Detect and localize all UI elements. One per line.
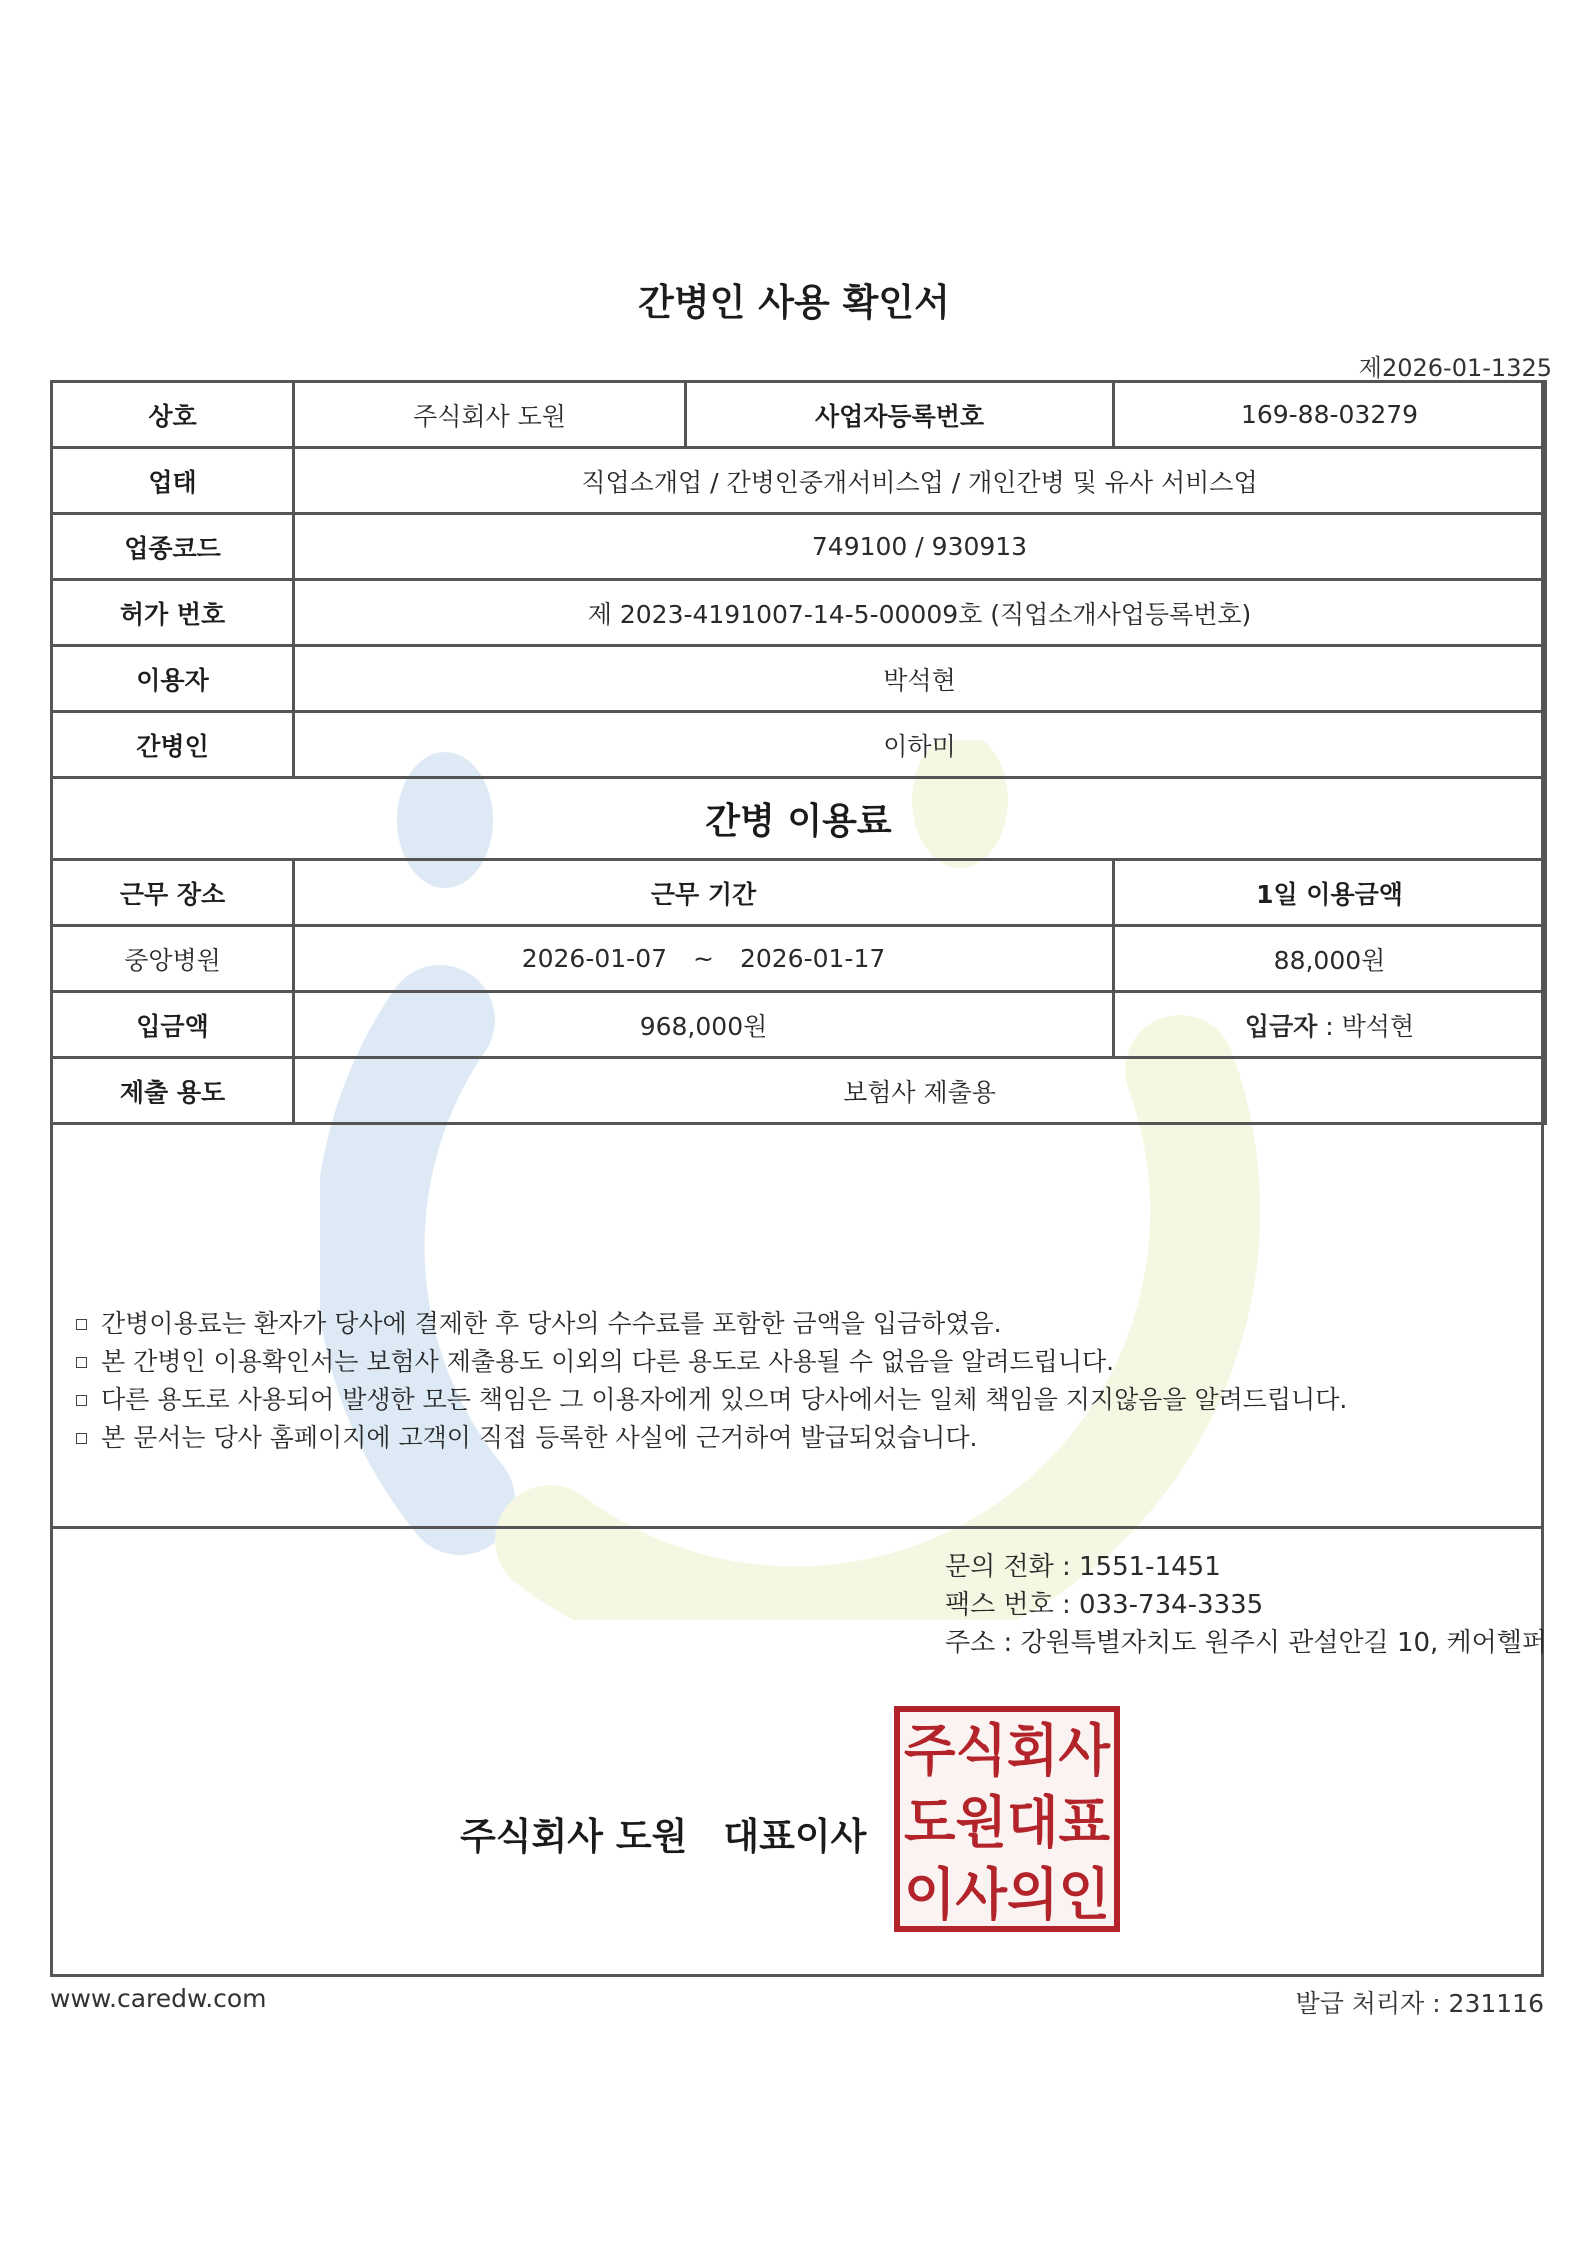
signer-company: 주식회사 도원 xyxy=(460,1815,688,1858)
svg-text:이사의인: 이사의인 xyxy=(904,1863,1110,1928)
svg-text:주식회사: 주식회사 xyxy=(904,1719,1111,1784)
deposit-row xyxy=(52,992,1546,1058)
caregiver-value: 이하미 xyxy=(294,712,1546,778)
section-divider xyxy=(50,1526,1544,1529)
document-title: 간병인 사용 확인서 xyxy=(638,281,950,324)
note-text: 간병이용료는 환자가 당사에 결제한 후 당사의 수수료를 포함한 금액을 입금하였음. xyxy=(101,1309,1002,1338)
industry-code-value: 749100 / 930913 xyxy=(294,514,1546,580)
document-number: 제2026-01-1325 xyxy=(1358,354,1552,382)
company-label: 상호 xyxy=(52,382,294,448)
notes-list xyxy=(70,1305,1520,1457)
bullet-square-icon xyxy=(76,1433,87,1444)
work-place-value: 중앙병원 xyxy=(52,926,294,992)
work-period-label: 근무 기간 xyxy=(294,860,1114,926)
contact-address: 주소 : 강원특별자치도 원주시 관설안길 10, 케어헬퍼 xyxy=(945,1628,1548,1658)
purpose-label: 제출 용도 xyxy=(52,1058,294,1124)
purpose-row xyxy=(52,1058,1546,1124)
deposit-label: 입금액 xyxy=(52,992,294,1058)
bullet-square-icon xyxy=(76,1319,87,1330)
note-text: 다른 용도로 사용되어 발생한 모든 책임은 그 이용자에게 있으며 당사에서는 일체 책임을 지지않음을 알려드립니다. xyxy=(101,1385,1348,1414)
deposit-value: 968,000원 xyxy=(294,992,1114,1058)
fee-section-title: 간병 이용료 xyxy=(52,778,1546,860)
note-item xyxy=(70,1381,1520,1419)
bullet-square-icon xyxy=(76,1357,87,1368)
bizno-label: 사업자등록번호 xyxy=(686,382,1114,448)
depositor-label: 입금자 xyxy=(1244,1011,1318,1041)
business-type-value: 직업소개업 / 간병인중개서비스업 / 개인간병 및 유사 서비스업 xyxy=(294,448,1546,514)
bizno-value: 169-88-03279 xyxy=(1114,382,1546,448)
user-value: 박석현 xyxy=(294,646,1546,712)
note-text: 본 문서는 당사 홈페이지에 고객이 직접 등록한 사실에 근거하여 발급되었습니다. xyxy=(101,1423,978,1452)
period-start: 2026-01-07 xyxy=(521,944,668,973)
contact-info xyxy=(945,1548,1547,1662)
user-label: 이용자 xyxy=(52,646,294,712)
svg-text:도원대표: 도원대표 xyxy=(904,1791,1110,1856)
issuer-id: 발급 처리자 : 231116 xyxy=(1295,1989,1544,2018)
purpose-value: 보험사 제출용 xyxy=(294,1058,1546,1124)
industry-code-label: 업종코드 xyxy=(52,514,294,580)
depositor-cell xyxy=(1114,992,1546,1058)
license-value: 제 2023-4191007-14-5-00009호 (직업소개사업등록번호) xyxy=(294,580,1546,646)
period-end: 2026-01-17 xyxy=(739,944,886,973)
note-text: 본 간병인 이용확인서는 보험사 제출용도 이외의 다른 용도로 사용될 수 없음을 알려드립니다. xyxy=(101,1347,1115,1376)
license-label: 허가 번호 xyxy=(52,580,294,646)
depositor-value: : 박석현 xyxy=(1317,1011,1415,1041)
signer-role: 대표이사 xyxy=(723,1815,867,1858)
business-type-row xyxy=(52,448,1546,514)
company-value: 주식회사 도원 xyxy=(294,382,686,448)
period-separator: ~ xyxy=(693,944,714,973)
signer-block xyxy=(460,1806,866,1860)
contact-fax: 팩스 번호 : 033-734-3335 xyxy=(945,1590,1264,1620)
industry-code-row xyxy=(52,514,1546,580)
business-type-label: 업태 xyxy=(52,448,294,514)
note-item xyxy=(70,1305,1520,1343)
user-row xyxy=(52,646,1546,712)
caregiver-row xyxy=(52,712,1546,778)
note-item xyxy=(70,1343,1520,1381)
license-row xyxy=(52,580,1546,646)
work-place-label: 근무 장소 xyxy=(52,860,294,926)
caregiver-label: 간병인 xyxy=(52,712,294,778)
fee-header-row xyxy=(52,860,1546,926)
work-period-value xyxy=(294,926,1114,992)
website-link[interactable]: www.caredw.com xyxy=(50,1984,267,2013)
fee-section-row xyxy=(52,778,1546,860)
note-item xyxy=(70,1419,1520,1457)
bullet-square-icon xyxy=(76,1395,87,1406)
contact-phone: 문의 전화 : 1551-1451 xyxy=(945,1552,1221,1582)
fee-value-row xyxy=(52,926,1546,992)
info-table xyxy=(50,380,1547,1125)
company-row xyxy=(52,382,1546,448)
daily-fee-value: 88,000원 xyxy=(1114,926,1546,992)
daily-fee-label: 1일 이용금액 xyxy=(1114,860,1546,926)
company-seal xyxy=(894,1706,1120,1932)
